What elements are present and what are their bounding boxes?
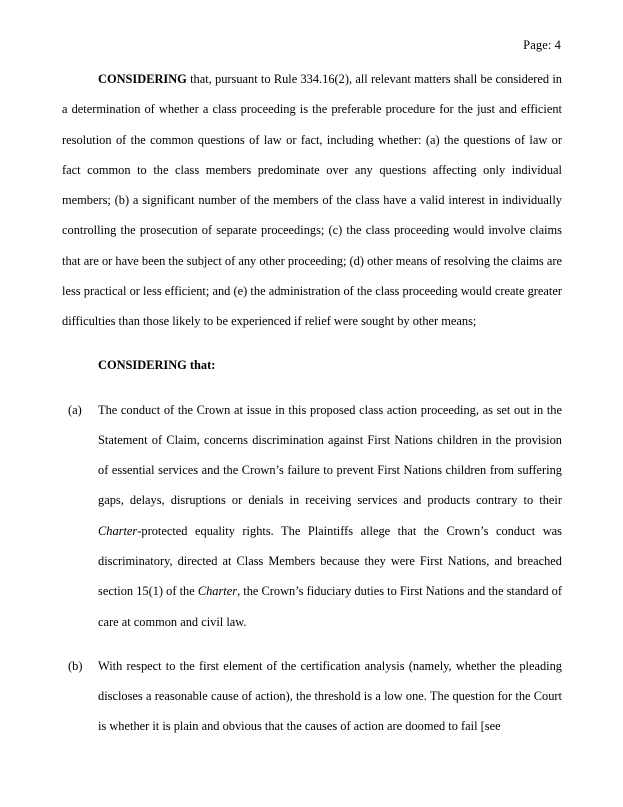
list-item-segment: The conduct of the Crown at issue in this proposed class action proceeding, as set out in the Statement of Claim, concerns discrimination against First Nations children in the provision of essential services and the Crown’s failure to prevent First Nations children from suffering gaps, delays, disruptions or denials in receiving services and products contrary to their [98, 402, 562, 508]
considering-heading-text: CONSIDERING that: [98, 358, 216, 373]
considering-rule-text: that, pursuant to Rule 334.16(2), all relevant matters shall be considered in a determination of whether a class proceeding is the preferable procedure for the just and efficient resolution of the common questions of law or fact, including whether: (a) the questions of law or fact common to the class members predominate over any questions affecting only individual members; (b) a significant number of the members of the class have a valid interest in individually controlling the prosecution of separate proceedings; (c) the class proceeding would involve claims that are or have been the subject of any other proceeding; (d) other means of resolving the claims are less practical or less efficient; and (e) the administration of the class proceeding would create greater difficulties than those likely to be experienced if relief were sought by other means; [62, 72, 562, 329]
considering-lead-bold: CONSIDERING [98, 72, 187, 86]
list-item-marker: (b) [68, 658, 83, 673]
list-item-segment: -protected equality rights. The Plaintiffs allege that the Crown’s conduct was discriminatory, directed at Class Members because they were First Nations, and breached section 15(1) of the [98, 523, 562, 599]
list-item-body [98, 395, 562, 637]
document-body [62, 64, 562, 742]
list-item [62, 395, 562, 637]
list-item-segment: With respect to the first element of the certification analysis (namely, whether the pleading discloses a reasonable cause of action), the threshold is a low one. The question for the Court is whether it is plain and obvious that the causes of action are doomed to fail [see [98, 658, 562, 734]
list-item-segment-italic: Charter [98, 523, 138, 538]
list-item-segment: , the Crown’s fiduciary duties to First Nations and the standard of care at common and civil law. [98, 584, 562, 629]
list-item-marker: (a) [68, 402, 82, 417]
list-item [62, 651, 562, 742]
list-item-body [98, 651, 562, 742]
paragraph-considering-rule [62, 64, 562, 336]
list-item-segment-italic: Charter [197, 584, 238, 599]
considering-heading [62, 350, 562, 380]
page-number-label: Page: 4 [523, 38, 561, 52]
